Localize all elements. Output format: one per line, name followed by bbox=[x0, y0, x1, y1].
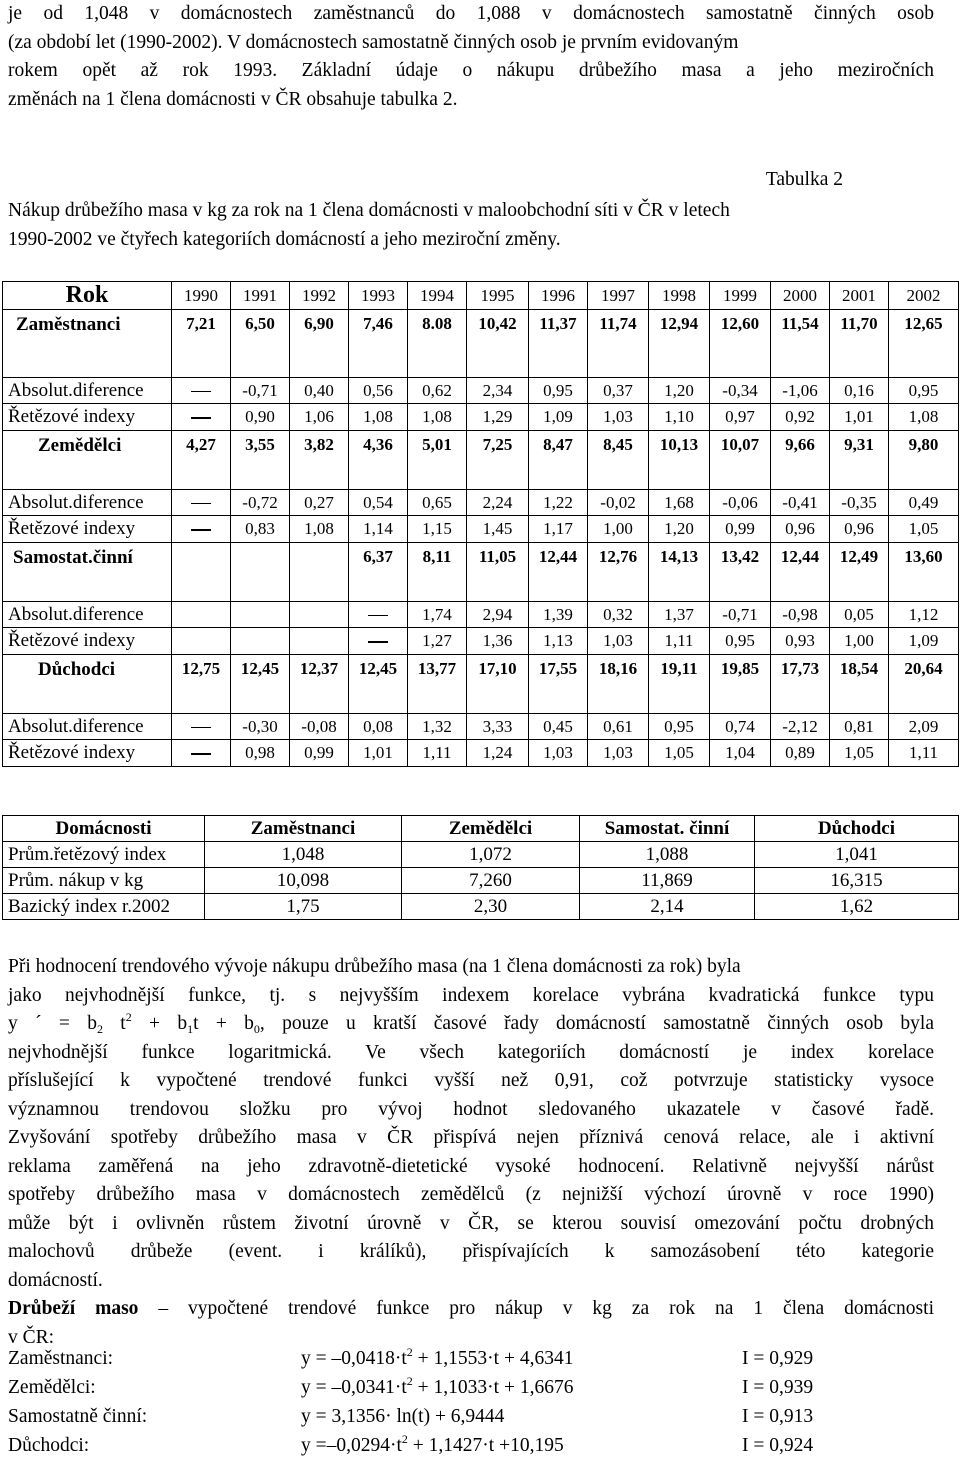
intro-line: je od 1,048 v domácnostech zaměstnanců do 1,088 v domácnostech samostatně činných osob bbox=[8, 3, 934, 24]
value-cell: 0,62 bbox=[408, 378, 467, 404]
year-cell: 1999 bbox=[710, 282, 771, 310]
value-cell: 19,11 bbox=[649, 655, 710, 714]
value-cell: 1,05 bbox=[889, 516, 959, 543]
value-cell: 0,16 bbox=[830, 378, 889, 404]
value-cell: 0,27 bbox=[290, 490, 349, 516]
table-row bbox=[3, 310, 959, 378]
value-cell: 0,95 bbox=[529, 378, 588, 404]
value-cell: 0,08 bbox=[349, 714, 408, 740]
analysis-line: jako nejvhodnější funkce, tj. s nejvyšším indexem korelace vybrána kvadratická funkce typu bbox=[8, 984, 934, 1006]
correlation-index: I = 0,929 bbox=[742, 1348, 814, 1369]
summary-value-cell: 16,315 bbox=[755, 868, 959, 894]
no-value-dash bbox=[191, 753, 211, 755]
equation-row bbox=[8, 1406, 948, 1434]
category-cell: Zaměstnanci bbox=[3, 310, 172, 378]
value-cell: 0,83 bbox=[231, 516, 290, 543]
year-cell: 1995 bbox=[467, 282, 529, 310]
equation-exponent: 2 bbox=[401, 1432, 408, 1446]
value-cell: 5,01 bbox=[408, 431, 467, 490]
value-cell: 10,13 bbox=[649, 431, 710, 490]
formula-line bbox=[8, 1010, 934, 1039]
analysis-line: nejvhodnější funkce logaritmická. Ve všech kategoriích domácností je index korelace bbox=[8, 1041, 934, 1063]
row-label-cell: Řetězové indexy bbox=[3, 404, 172, 431]
value-cell: 13,42 bbox=[710, 543, 771, 602]
category-cell: Důchodci bbox=[3, 655, 172, 714]
value-cell: -0,30 bbox=[231, 714, 290, 740]
value-cell: 0,92 bbox=[771, 404, 830, 431]
no-value-dash bbox=[368, 641, 388, 643]
value-cell: 4,36 bbox=[349, 431, 408, 490]
summary-value-cell: 1,048 bbox=[205, 842, 402, 868]
trend-heading-bold: Drůbeží maso bbox=[8, 1298, 139, 1319]
value-cell: 19,85 bbox=[710, 655, 771, 714]
value-cell: 11,54 bbox=[771, 310, 830, 378]
analysis-line: může být i ovlivněn růstem životní úrovně v ČR, se kterou souvisí omezování počtu drobných bbox=[8, 1212, 934, 1234]
summary-header-row bbox=[3, 816, 959, 842]
value-cell: 11,37 bbox=[529, 310, 588, 378]
summary-value-cell: 2,14 bbox=[580, 894, 755, 920]
table-header-row bbox=[3, 282, 959, 310]
category-cell: Samostat.činní bbox=[3, 543, 172, 602]
value-cell: 1,11 bbox=[408, 740, 467, 767]
equation-formula bbox=[301, 1374, 574, 1399]
trend-heading-line2: v ČR: bbox=[8, 1326, 55, 1348]
summary-header-cell: Samostat. činní bbox=[580, 816, 755, 842]
value-cell: 6,37 bbox=[349, 543, 408, 602]
table-row bbox=[3, 543, 959, 602]
purchase-table bbox=[2, 281, 959, 767]
value-cell: 7,46 bbox=[349, 310, 408, 378]
value-cell: 17,10 bbox=[467, 655, 529, 714]
abs-diff-row bbox=[3, 490, 959, 516]
summary-row-label: Prům.řetězový index bbox=[3, 842, 205, 868]
value-cell: 18,16 bbox=[588, 655, 649, 714]
value-cell: 12,37 bbox=[290, 655, 349, 714]
correlation-index: I = 0,939 bbox=[742, 1377, 814, 1398]
summary-value-cell: 1,75 bbox=[205, 894, 402, 920]
value-cell: 1,29 bbox=[467, 404, 529, 431]
value-cell bbox=[172, 378, 231, 404]
value-cell: 0,45 bbox=[529, 714, 588, 740]
value-cell: 1,13 bbox=[529, 628, 588, 655]
value-cell: 1,03 bbox=[588, 628, 649, 655]
equation-part: y =–0,0294·t bbox=[301, 1435, 402, 1456]
table-row bbox=[3, 431, 959, 490]
analysis-line: domácností. bbox=[8, 1269, 103, 1291]
year-cell: 2000 bbox=[771, 282, 830, 310]
summary-value-cell: 7,260 bbox=[402, 868, 580, 894]
value-cell: 1,32 bbox=[408, 714, 467, 740]
value-cell: 1,09 bbox=[529, 404, 588, 431]
equation-formula bbox=[301, 1406, 504, 1428]
formula-t: t bbox=[102, 1013, 126, 1034]
value-cell: 1,27 bbox=[408, 628, 467, 655]
value-cell: 11,74 bbox=[588, 310, 649, 378]
value-cell bbox=[172, 602, 231, 628]
summary-header-cell: Zaměstnanci bbox=[205, 816, 402, 842]
formula-sub: 0 bbox=[253, 1022, 260, 1036]
value-cell: 1,15 bbox=[408, 516, 467, 543]
value-cell: 20,64 bbox=[889, 655, 959, 714]
equation-part: + 1,1553·t + 4,6341 bbox=[412, 1348, 574, 1369]
value-cell: -0,08 bbox=[290, 714, 349, 740]
value-cell: 9,66 bbox=[771, 431, 830, 490]
value-cell: 12,60 bbox=[710, 310, 771, 378]
value-cell: 1,08 bbox=[889, 404, 959, 431]
value-cell: 1,01 bbox=[349, 740, 408, 767]
abs-diff-row bbox=[3, 714, 959, 740]
row-label-cell: Absolut.diference bbox=[3, 378, 172, 404]
value-cell: 1,03 bbox=[588, 404, 649, 431]
value-cell: 0,05 bbox=[830, 602, 889, 628]
abs-diff-row bbox=[3, 378, 959, 404]
value-cell: 1,68 bbox=[649, 490, 710, 516]
row-label-cell: Řetězové indexy bbox=[3, 740, 172, 767]
summary-row bbox=[3, 894, 959, 920]
value-cell bbox=[231, 543, 290, 602]
value-cell: 1,03 bbox=[588, 740, 649, 767]
equation-exponent: 2 bbox=[406, 1374, 413, 1388]
value-cell: 0,99 bbox=[290, 740, 349, 767]
value-cell: 10,07 bbox=[710, 431, 771, 490]
equation-part: y = –0,0341·t bbox=[301, 1377, 407, 1398]
intro-paragraph bbox=[8, 0, 934, 114]
analysis-line: reklama zaměřená na jeho zdravotně-dietetické vysoké hodnocení. Relativně nejvyšší nárůst bbox=[8, 1155, 934, 1177]
value-cell: 1,08 bbox=[290, 516, 349, 543]
no-value-dash bbox=[191, 503, 211, 505]
value-cell: 1,10 bbox=[649, 404, 710, 431]
value-cell: 0,98 bbox=[231, 740, 290, 767]
value-cell: 2,24 bbox=[467, 490, 529, 516]
value-cell bbox=[290, 628, 349, 655]
value-cell: 1,17 bbox=[529, 516, 588, 543]
value-cell bbox=[231, 628, 290, 655]
value-cell: 0,97 bbox=[710, 404, 771, 431]
row-label-cell: Absolut.diference bbox=[3, 714, 172, 740]
value-cell: 8.08 bbox=[408, 310, 467, 378]
intro-line: rokem opět až rok 1993. Základní údaje o nákupu drůbežího masa a jeho meziročních bbox=[8, 60, 934, 81]
summary-value-cell: 1,041 bbox=[755, 842, 959, 868]
value-cell: 12,45 bbox=[349, 655, 408, 714]
value-cell: -0,34 bbox=[710, 378, 771, 404]
value-cell: 1,22 bbox=[529, 490, 588, 516]
equation-label: Zemědělci: bbox=[8, 1377, 96, 1398]
summary-value-cell: 11,869 bbox=[580, 868, 755, 894]
summary-row bbox=[3, 868, 959, 894]
equation-formula bbox=[301, 1345, 574, 1370]
value-cell: -0,71 bbox=[710, 602, 771, 628]
year-cell: 1991 bbox=[231, 282, 290, 310]
year-cell: 1993 bbox=[349, 282, 408, 310]
value-cell: 12,65 bbox=[889, 310, 959, 378]
summary-header-cell: Důchodci bbox=[755, 816, 959, 842]
equation-label: Zaměstnanci: bbox=[8, 1348, 114, 1369]
value-cell: 17,73 bbox=[771, 655, 830, 714]
row-label-cell: Absolut.diference bbox=[3, 490, 172, 516]
value-cell: 11,05 bbox=[467, 543, 529, 602]
value-cell: 1,12 bbox=[889, 602, 959, 628]
value-cell: 0,95 bbox=[649, 714, 710, 740]
no-value-dash bbox=[191, 727, 211, 729]
intro-line: (za období let (1990-2002). V domácnostech samostatně činných osob je prvním evidovaným bbox=[8, 31, 739, 53]
analysis-line: Zvyšování spotřeby drůbežího masa v ČR přispívá nejen příznivá cenová relace, ale i aktivní bbox=[8, 1127, 934, 1148]
value-cell: 1,00 bbox=[588, 516, 649, 543]
chain-index-row bbox=[3, 740, 959, 767]
category-cell: Zemědělci bbox=[3, 431, 172, 490]
value-cell: 1,08 bbox=[349, 404, 408, 431]
row-label-cell: Řetězové indexy bbox=[3, 516, 172, 543]
value-cell: 13,60 bbox=[889, 543, 959, 602]
value-cell: 0,99 bbox=[710, 516, 771, 543]
value-cell: -0,41 bbox=[771, 490, 830, 516]
year-cell: 1998 bbox=[649, 282, 710, 310]
value-cell: 0,61 bbox=[588, 714, 649, 740]
value-cell: 0,96 bbox=[830, 516, 889, 543]
summary-value-cell: 10,098 bbox=[205, 868, 402, 894]
value-cell: 1,08 bbox=[408, 404, 467, 431]
value-cell: -0,71 bbox=[231, 378, 290, 404]
analysis-line: spotřeby drůbežího masa v domácnostech zemědělců (z nejnižší výchozí úrovně v roce 1990) bbox=[8, 1184, 934, 1205]
value-cell bbox=[172, 740, 231, 767]
value-cell: 12,45 bbox=[231, 655, 290, 714]
value-cell: 8,45 bbox=[588, 431, 649, 490]
value-cell: 2,34 bbox=[467, 378, 529, 404]
value-cell: 11,70 bbox=[830, 310, 889, 378]
value-cell: 1,01 bbox=[830, 404, 889, 431]
analysis-line: příslušející k vypočtené trendové funkci vyšší než 0,91, což potvrzuje statisticky vysoce bbox=[8, 1070, 934, 1091]
value-cell: 1,45 bbox=[467, 516, 529, 543]
value-cell: 0,56 bbox=[349, 378, 408, 404]
value-cell: 1,37 bbox=[649, 602, 710, 628]
value-cell: 1,11 bbox=[889, 740, 959, 767]
value-cell: 1,20 bbox=[649, 516, 710, 543]
value-cell: 6,50 bbox=[231, 310, 290, 378]
value-cell: 12,44 bbox=[529, 543, 588, 602]
value-cell bbox=[231, 602, 290, 628]
summary-row-label: Bazický index r.2002 bbox=[3, 894, 205, 920]
equation-part: y = 3,1356· ln(t) + 6,9444 bbox=[301, 1406, 505, 1427]
table-label: Tabulka 2 bbox=[765, 169, 843, 190]
equation-label: Samostatně činní: bbox=[8, 1406, 148, 1427]
equation-row bbox=[8, 1374, 948, 1405]
value-cell: 0,93 bbox=[771, 628, 830, 655]
value-cell: 1,36 bbox=[467, 628, 529, 655]
value-cell: 0,90 bbox=[231, 404, 290, 431]
equation-part: + 1,1033·t + 1,6676 bbox=[412, 1377, 574, 1398]
no-value-dash bbox=[368, 615, 388, 617]
value-cell: -0,98 bbox=[771, 602, 830, 628]
value-cell bbox=[290, 602, 349, 628]
value-cell: 1,05 bbox=[830, 740, 889, 767]
value-cell: 18,54 bbox=[830, 655, 889, 714]
value-cell: 0,81 bbox=[830, 714, 889, 740]
trend-heading bbox=[8, 1295, 934, 1324]
equation-part: + 1,1427·t +10,195 bbox=[407, 1435, 564, 1456]
value-cell: 0,65 bbox=[408, 490, 467, 516]
value-cell: -2,12 bbox=[771, 714, 830, 740]
analysis-line: Při hodnocení trendového vývoje nákupu drůbežího masa (na 1 člena domácnosti za rok) byla bbox=[8, 956, 741, 977]
equation-exponent: 2 bbox=[406, 1345, 413, 1359]
value-cell: 12,49 bbox=[830, 543, 889, 602]
value-cell: 3,33 bbox=[467, 714, 529, 740]
value-cell: 0,40 bbox=[290, 378, 349, 404]
value-cell: 1,20 bbox=[649, 378, 710, 404]
formula-y: y ´ = b bbox=[8, 1013, 97, 1034]
value-cell: 9,80 bbox=[889, 431, 959, 490]
equation-part: y = –0,0418·t bbox=[301, 1348, 407, 1369]
value-cell: 6,90 bbox=[290, 310, 349, 378]
value-cell: 3,82 bbox=[290, 431, 349, 490]
formula-rest: , pouze u kratší časové řady domácností samostatně činných osob byla bbox=[259, 1013, 934, 1034]
abs-diff-row bbox=[3, 602, 959, 628]
value-cell: -0,06 bbox=[710, 490, 771, 516]
correlation-index: I = 0,913 bbox=[742, 1406, 814, 1427]
value-cell: 12,94 bbox=[649, 310, 710, 378]
value-cell bbox=[172, 404, 231, 431]
no-value-dash bbox=[191, 391, 211, 393]
value-cell: 7,25 bbox=[467, 431, 529, 490]
value-cell bbox=[172, 516, 231, 543]
value-cell: 9,31 bbox=[830, 431, 889, 490]
value-cell: 1,06 bbox=[290, 404, 349, 431]
formula-sub: 2 bbox=[96, 1022, 103, 1036]
formula-t2: t + b bbox=[193, 1013, 254, 1034]
value-cell: 10,42 bbox=[467, 310, 529, 378]
value-cell: 1,74 bbox=[408, 602, 467, 628]
value-cell bbox=[172, 714, 231, 740]
value-cell: -0,72 bbox=[231, 490, 290, 516]
value-cell: 0,32 bbox=[588, 602, 649, 628]
year-cell: 1994 bbox=[408, 282, 467, 310]
year-cell: 1992 bbox=[290, 282, 349, 310]
analysis-line: malochovů drůbeže (event. i králíků), přispívajících k samozásobení této kategorie bbox=[8, 1241, 934, 1262]
value-cell: 4,27 bbox=[172, 431, 231, 490]
value-cell: 17,55 bbox=[529, 655, 588, 714]
year-cell: 2002 bbox=[889, 282, 959, 310]
formula-plus: + b bbox=[131, 1013, 188, 1034]
trend-heading-rest: – vypočtené trendové funkce pro nákup v kg za rok na 1 člena domácnosti bbox=[138, 1298, 934, 1319]
value-cell: 8,47 bbox=[529, 431, 588, 490]
formula-sub: 1 bbox=[187, 1022, 194, 1036]
equation-row bbox=[8, 1432, 948, 1463]
no-value-dash bbox=[191, 529, 211, 531]
value-cell: -1,06 bbox=[771, 378, 830, 404]
value-cell: 0,49 bbox=[889, 490, 959, 516]
value-cell: 0,95 bbox=[710, 628, 771, 655]
row-label-cell: Absolut.diference bbox=[3, 602, 172, 628]
year-header-cell: Rok bbox=[3, 282, 172, 310]
value-cell: 2,94 bbox=[467, 602, 529, 628]
value-cell: 0,89 bbox=[771, 740, 830, 767]
value-cell: 1,05 bbox=[649, 740, 710, 767]
equation-row bbox=[8, 1345, 948, 1376]
summary-header-cell: Zemědělci bbox=[402, 816, 580, 842]
value-cell: 12,76 bbox=[588, 543, 649, 602]
analysis-line: významnou trendovou složku pro vývoj hodnot sledovaného ukazatele v časové řadě. bbox=[8, 1098, 934, 1120]
value-cell bbox=[349, 628, 408, 655]
value-cell: -0,35 bbox=[830, 490, 889, 516]
summary-value-cell: 1,072 bbox=[402, 842, 580, 868]
value-cell: 1,14 bbox=[349, 516, 408, 543]
year-cell: 2001 bbox=[830, 282, 889, 310]
caption-line: Nákup drůbežího masa v kg za rok na 1 člena domácnosti v maloobchodní síti v ČR v letech bbox=[8, 200, 730, 221]
equation-label: Důchodci: bbox=[8, 1435, 90, 1456]
value-cell: 3,55 bbox=[231, 431, 290, 490]
value-cell: 1,24 bbox=[467, 740, 529, 767]
value-cell bbox=[172, 543, 231, 602]
summary-row bbox=[3, 842, 959, 868]
value-cell bbox=[172, 490, 231, 516]
summary-value-cell: 1,088 bbox=[580, 842, 755, 868]
row-label-cell: Řetězové indexy bbox=[3, 628, 172, 655]
value-cell: 1,39 bbox=[529, 602, 588, 628]
year-cell: 1996 bbox=[529, 282, 588, 310]
summary-row-label: Prům. nákup v kg bbox=[3, 868, 205, 894]
chain-index-row bbox=[3, 516, 959, 543]
value-cell: 1,03 bbox=[529, 740, 588, 767]
chain-index-row bbox=[3, 404, 959, 431]
value-cell bbox=[172, 628, 231, 655]
value-cell bbox=[349, 602, 408, 628]
year-cell: 1997 bbox=[588, 282, 649, 310]
caption-line: 1990-2002 ve čtyřech kategoriích domácností a jeho meziroční změny. bbox=[8, 228, 561, 250]
value-cell: 2,09 bbox=[889, 714, 959, 740]
value-cell: 1,00 bbox=[830, 628, 889, 655]
value-cell bbox=[290, 543, 349, 602]
value-cell: 8,11 bbox=[408, 543, 467, 602]
value-cell: -0,02 bbox=[588, 490, 649, 516]
value-cell: 1,11 bbox=[649, 628, 710, 655]
value-cell: 12,75 bbox=[172, 655, 231, 714]
summary-header-cell: Domácnosti bbox=[3, 816, 205, 842]
value-cell: 12,44 bbox=[771, 543, 830, 602]
table-caption bbox=[8, 197, 934, 254]
value-cell: 1,09 bbox=[889, 628, 959, 655]
value-cell: 0,54 bbox=[349, 490, 408, 516]
value-cell: 14,13 bbox=[649, 543, 710, 602]
summary-table bbox=[2, 815, 959, 920]
year-cell: 1990 bbox=[172, 282, 231, 310]
analysis-paragraph bbox=[8, 953, 934, 1352]
formula-sup: 2 bbox=[125, 1010, 132, 1024]
correlation-index: I = 0,924 bbox=[742, 1435, 814, 1456]
summary-value-cell: 1,62 bbox=[755, 894, 959, 920]
value-cell: 1,04 bbox=[710, 740, 771, 767]
chain-index-row bbox=[3, 628, 959, 655]
intro-line: změnách na 1 člena domácnosti v ČR obsahuje tabulka 2. bbox=[8, 88, 458, 110]
equation-formula bbox=[301, 1432, 564, 1457]
no-value-dash bbox=[191, 417, 211, 419]
value-cell: 7,21 bbox=[172, 310, 231, 378]
value-cell: 0,96 bbox=[771, 516, 830, 543]
table-row bbox=[3, 655, 959, 714]
value-cell: 0,37 bbox=[588, 378, 649, 404]
value-cell: 0,95 bbox=[889, 378, 959, 404]
value-cell: 13,77 bbox=[408, 655, 467, 714]
value-cell: 0,74 bbox=[710, 714, 771, 740]
summary-value-cell: 2,30 bbox=[402, 894, 580, 920]
